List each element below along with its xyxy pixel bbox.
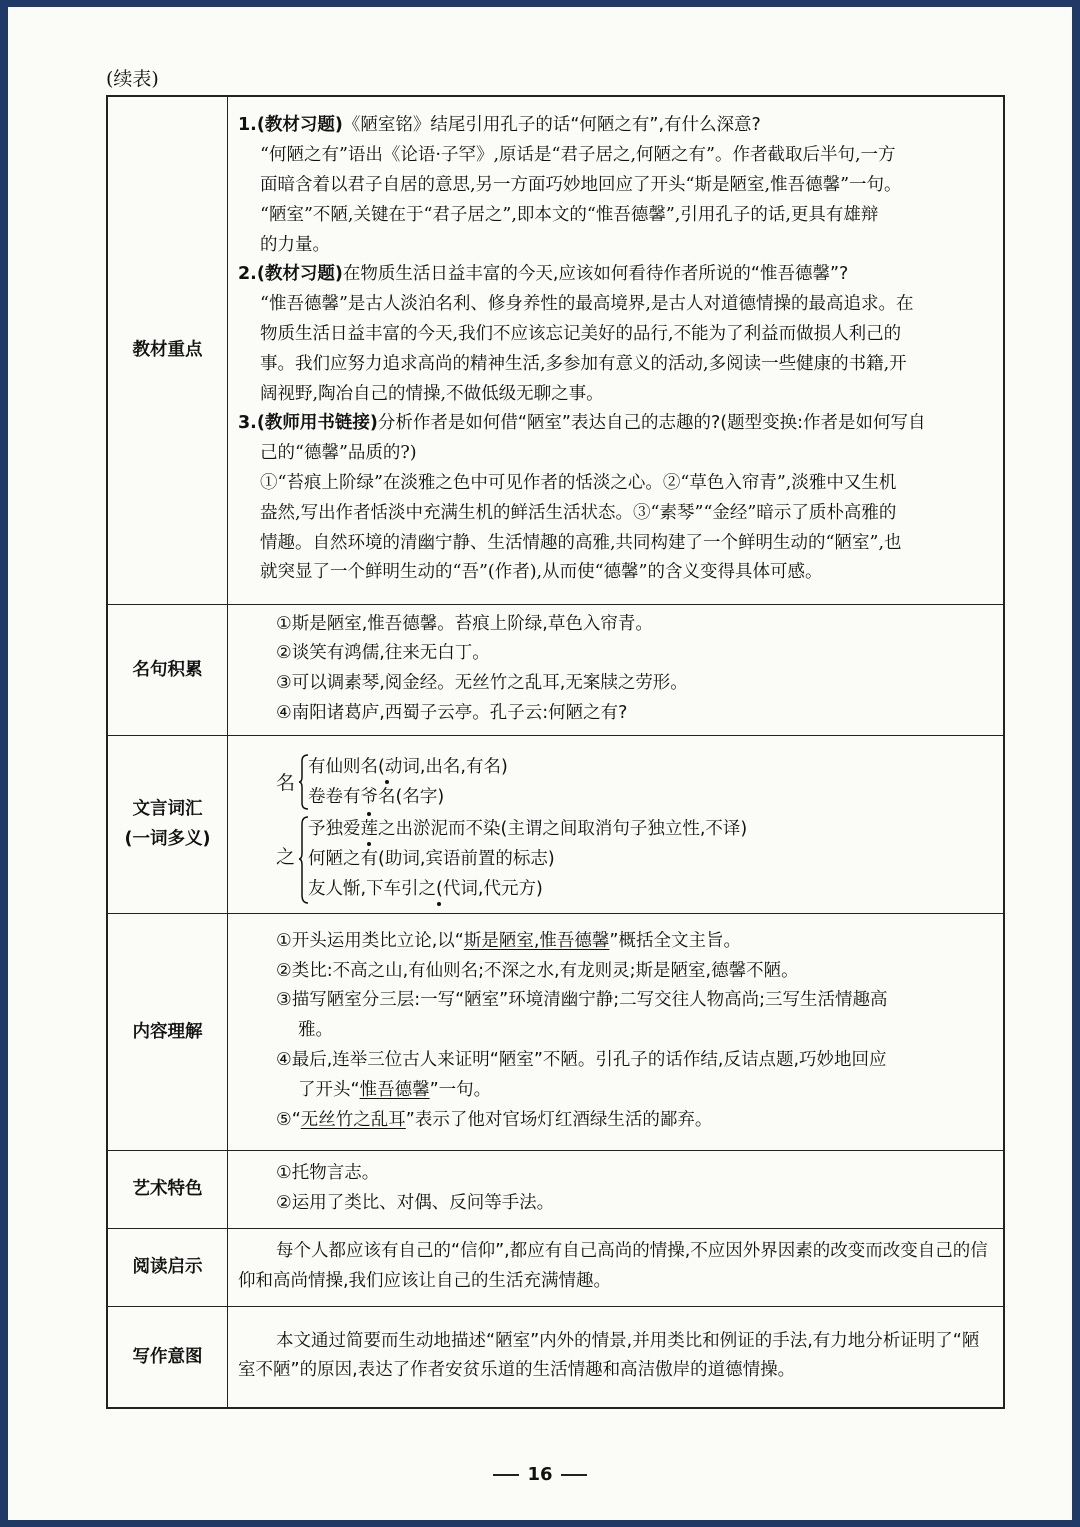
emphasis-dot (430, 891, 448, 901)
table-row (107, 1228, 1004, 1306)
row-content (228, 913, 1005, 1150)
polysemy-block (228, 739, 1003, 909)
answer-line: 事。我们应努力追求高尚的精神生活,多参加有意义的活动,多阅读一些健康的书籍,开 (260, 353, 907, 374)
question-text: 《陋室铭》结尾引用孔子的话“何陋之有”,有什么深意? (342, 115, 761, 136)
page-number: 16 (0, 1464, 1080, 1485)
quote-line: ④南阳诸葛庐,西蜀子云亭。孔子云:何陋之有? (276, 702, 628, 723)
row-content (228, 1150, 1005, 1228)
row-label: 阅读启示 (107, 1228, 228, 1306)
quote-line: ①斯是陋室,惟吾德馨。苔痕上阶绿,草色入帘青。 (276, 613, 653, 634)
row-content: 每个人都应该有自己的“信仰”,都应有自己高尚的情操,不应因外界因素的改变而改变自己的信仰和高尚情操,我们应该让自己的生活充满情趣。 (228, 1228, 1005, 1306)
table-row (107, 735, 1004, 913)
table-row (107, 604, 1004, 735)
question-tag: 1.(教材习题) (238, 115, 343, 136)
content-line: ②运用了类比、对偶、反问等手法。 (276, 1192, 555, 1213)
answer-line: “陋室”不陋,关键在于“君子居之”,即本文的“惟吾德馨”,引用孔子的话,更具有雄辩 (260, 204, 879, 225)
content-line: ⑤“无丝竹之乱耳”表示了他对官场灯红酒绿生活的鄙弃。 (276, 1109, 713, 1130)
table-row (107, 1306, 1004, 1408)
underlined-text: 无丝竹之乱耳 (300, 1109, 406, 1130)
row-label: 写作意图 (107, 1306, 228, 1408)
polysemy-char: 之 (276, 846, 296, 869)
dash-icon (493, 1474, 519, 1476)
content-line: ④最后,连举三位古人来证明“陋室”不陋。引孔子的话作结,反诘点题,巧妙地回应 (276, 1050, 887, 1071)
summary-table (106, 95, 1005, 1409)
row-content (228, 735, 1005, 913)
answer-line: 就突显了一个鲜明生动的“吾”(作者),从而使“德馨”的含义变得具体可感。 (260, 562, 823, 583)
answer-line: ①“苔痕上阶绿”在淡雅之色中可见作者的恬淡之心。②“草色入帘青”,淡雅中又生机 (260, 472, 897, 493)
emphasis-dot (360, 845, 378, 855)
polysemy-example: 予独爱莲之出淤泥而不染(主谓之间取消句子独立性,不译) (308, 819, 748, 840)
content-line: ③描写陋室分三层:一写“陋室”环境清幽宁静;二写交往人物高尚;三写生活情趣高 (276, 990, 888, 1011)
quote-line: ②谈笑有鸿儒,往来无白丁。 (276, 643, 490, 664)
content-line: ①开头运用类比立论,以“斯是陋室,惟吾德馨”概括全文主旨。 (276, 930, 741, 951)
emphasis-dot (360, 815, 378, 825)
question-tag: 2.(教材习题) (238, 264, 343, 285)
question-text: 分析作者是如何借“陋室”表达自己的志趣的?(题型变换:作者是如何写自 (377, 413, 926, 434)
quote-line: ③可以调素琴,阅金经。无丝竹之乱耳,无案牍之劳形。 (276, 673, 688, 694)
table-row (107, 913, 1004, 1150)
row-label: 艺术特色 (107, 1150, 228, 1228)
polysemy-example: 何陋之有(助词,宾语前置的标志) (308, 849, 555, 870)
answer-line: 情趣。自然环境的清幽宁静、生活情趣的高雅,共同构建了一个鲜明生动的“陋室”,也 (260, 532, 902, 553)
table-row (107, 96, 1004, 604)
polysemy-example: 友人惭,下车引之(代词,代元方) (308, 879, 543, 900)
answer-line: 盎然,写出作者恬淡中充满生机的鲜活生活状态。③“素琴”“金经”暗示了质朴高雅的 (260, 502, 897, 523)
answer-line: 面暗含着以君子自居的意思,另一方面巧妙地回应了开头“斯是陋室,惟吾德馨”一句。 (260, 174, 902, 195)
row-label-line: 文言词汇 (132, 799, 203, 820)
question-tag: 3.(教师用书链接) (238, 413, 378, 434)
table-row (107, 1150, 1004, 1228)
underlined-text: 惟吾德馨 (359, 1079, 430, 1100)
emphasis-dot (378, 783, 396, 793)
row-content: 本文通过简要而生动地描述“陋室”内外的情景,并用类比和例证的手法,有力地分析证明了“陋室不陋”的原因,表达了作者安贫乐道的生活情趣和高洁傲岸的道德情操。 (228, 1306, 1005, 1408)
content-line: 雅。 (298, 1020, 333, 1041)
answer-line: “惟吾德馨”是古人淡泊名利、修身养性的最高境界,是古人对道德情操的最高追求。在 (260, 294, 914, 315)
row-content (228, 604, 1005, 735)
underlined-text: 斯是陋室,惟吾德馨 (463, 930, 610, 951)
content-line: 了开头“惟吾德馨”一句。 (298, 1079, 492, 1100)
polysemy-example: 有仙则名(动词,出名,有名) (308, 757, 508, 778)
polysemy-example: 卷卷有爷名(名字) (308, 787, 445, 808)
row-label (107, 735, 228, 913)
answer-line: 物质生活日益丰富的今天,我们不应该忘记美好的品行,不能为了利益而做损人利己的 (260, 323, 902, 344)
question-text-cont: 己的“德馨”品质的?) (260, 443, 417, 464)
continued-label: (续表) (106, 68, 159, 90)
row-content (228, 96, 1005, 604)
question-text: 在物质生活日益丰富的今天,应该如何看待作者所说的“惟吾德馨”? (342, 264, 849, 285)
polysemy-char: 名 (276, 772, 296, 795)
dash-icon (561, 1474, 587, 1476)
answer-line: “何陋之有”语出《论语·子罕》,原话是“君子居之,何陋之有”。作者截取后半句,一方 (260, 145, 896, 166)
row-label-line: (一词多义) (124, 829, 211, 850)
row-label: 教材重点 (107, 96, 228, 604)
content-line: ①托物言志。 (276, 1162, 380, 1183)
row-label: 内容理解 (107, 913, 228, 1150)
content-line: ②类比:不高之山,有仙则名;不深之水,有龙则灵;斯是陋室,德馨不陋。 (276, 960, 799, 981)
row-label: 名句积累 (107, 604, 228, 735)
answer-line: 阔视野,陶冶自己的情操,不做低级无聊之事。 (260, 383, 604, 404)
answer-line: 的力量。 (260, 234, 330, 255)
